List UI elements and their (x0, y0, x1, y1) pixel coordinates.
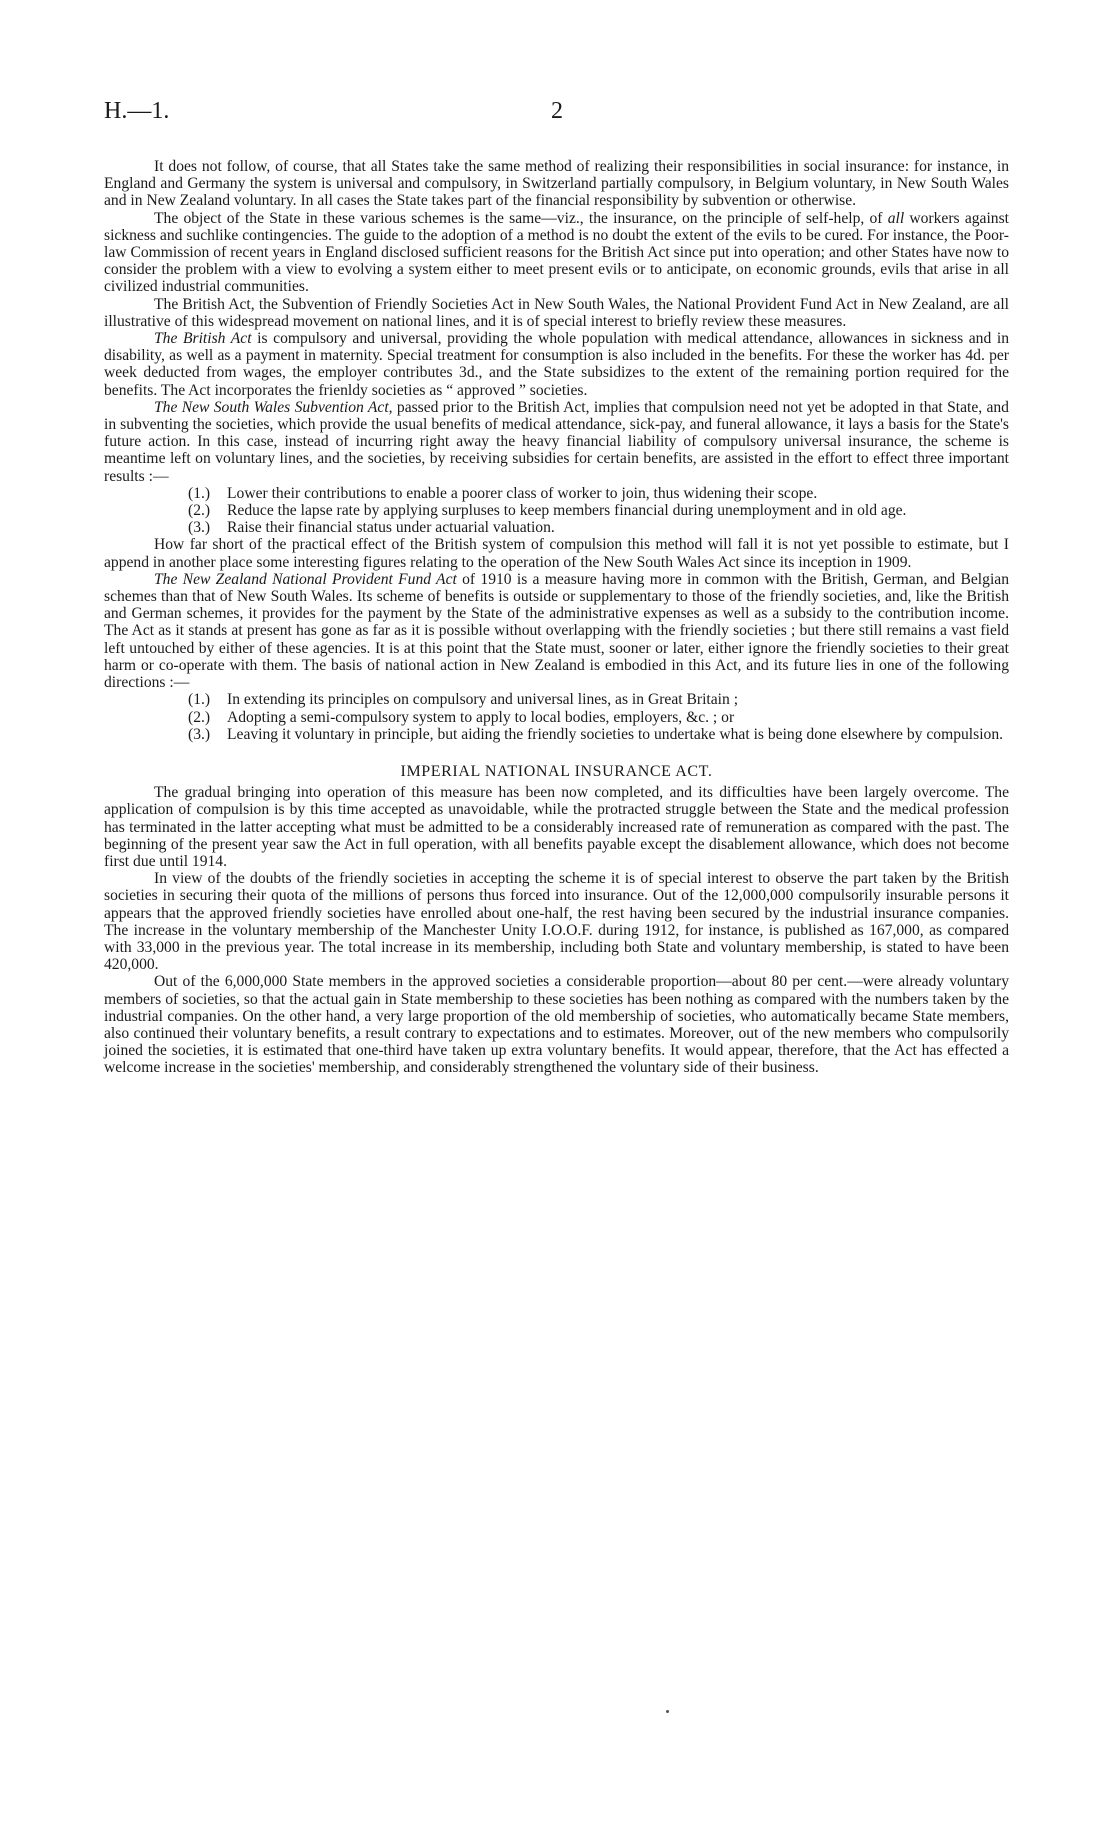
act-title-italic: The New South Wales Subvention Act, (154, 398, 393, 416)
list-text: Raise their financial status under actuarial valuation. (227, 519, 555, 537)
emphasis-text: all (887, 209, 905, 227)
paragraph (104, 399, 1009, 485)
paragraph: In view of the doubts of the friendly societies in accepting the scheme it is of special interest to observe the part taken by the British societies in securing their quota of the millions of persons thus forced into insurance. Out of the 12,000,000 compulsorily insurable persons it appears that the approved friendly societies have enrolled about one-half, the rest having been secured by the industrial insurance companies. The increase in the voluntary membership of the Manchester Unity I.O.O.F. during 1912, for instance, is published as 167,000, as compared with 33,000 in the previous year. The total increase in its membership, including both State and voluntary membership, is stated to have been 420,000. (104, 870, 1009, 974)
document-body (104, 158, 1009, 1077)
paragraph: How far short of the practical effect of the British system of compulsion this method will fall it is not yet possible to estimate, but I append in another place some interesting figures relating to the operation of the New South Wales Act since its inception in 1909. (104, 536, 1009, 571)
paragraph-text: of 1910 is a measure having more in common with the British, German, and Belgian schemes than that of New South Wales. Its scheme of benefits is outside or supplementary to those of the friendly societies, and, like the British and German schemes, it provides for the payment by the State of the administrative expenses as well as a subsidy to the contribution income. The Act as it stands at present has gone as far as it is possible without overlapping with the friendly societies ; but there still remains a vast field left untouched by either of these agencies. It is at this point that the State must, sooner or later, either ignore the friendly societies to their great harm or co-operate with them. The basis of national action in New Zealand is embodied in this Act, and its future lies in one of the following directions :— (104, 570, 1009, 692)
paragraph: The British Act, the Subvention of Friendly Societies Act in New South Wales, the National Provident Fund Act in New Zealand, are all illustrative of this widespread movement on national lines, and it is of special interest to briefly review these measures. (104, 295, 1009, 330)
section-heading: IMPERIAL NATIONAL INSURANCE ACT. (400, 762, 713, 780)
act-title-italic: The British Act (154, 330, 252, 348)
paragraph-text: The object of the State in these various schemes is the same—viz., the insurance, on the principle of self-help, of (154, 209, 888, 227)
paragraph-text: passed prior to the British Act, implies that compulsion need not yet be adopted in that State, and in subventing the societies, which provide the usual benefits of medical attendance, sick-pay, and funeral allowance, it lays a basis for the State's future action. In this case, instead of incurring right away the heavy financial liability of compulsory universal insurance, the scheme is meantime left on voluntary lines, and the societies, by receiving subsidies for certain benefits, are assisted in the effort to effect three important results :— (104, 398, 1009, 485)
document-reference: H.—1. (104, 98, 170, 124)
list-text: Leaving it voluntary in principle, but aiding the friendly societies to undertake what is being done elsewhere by compulsion. (227, 725, 1004, 743)
list-item (188, 485, 1009, 502)
list-text: Adopting a semi-compulsory system to apply to local bodies, employers, &c. ; or (227, 708, 735, 726)
page-header (104, 98, 1004, 128)
paragraph (104, 571, 1009, 691)
page-number: 2 (551, 98, 563, 124)
act-title-italic: The New Zealand National Provident Fund Act (154, 570, 457, 588)
list-item (188, 726, 1009, 743)
list-text: Reduce the lapse rate by applying surpluses to keep members financial during unemployment and in old age. (227, 502, 907, 520)
numbered-list (104, 485, 1009, 537)
list-number: (2.) (188, 502, 211, 520)
paragraph (104, 210, 1009, 296)
paragraph: The gradual bringing into operation of this measure has been now completed, and its difficulties have been largely overcome. The application of compulsion is by this time accepted as unavoidable, while the protracted struggle between the State and the medical profession has terminated in the latter accepting what must be admitted to be a considerably increased rate of remuneration as compared with the past. The beginning of the present year saw the Act in full operation, with all benefits payable except the disablement allowance, which does not become first due until 1914. (104, 784, 1009, 870)
paragraph (104, 330, 1009, 399)
list-item (188, 691, 1009, 708)
list-number: (2.) (188, 708, 211, 726)
paragraph-text: workers against sickness and suchlike contingencies. The guide to the adoption of a method is no doubt the extent of the evils to be cured. For instance, the Poor-law Commission of recent years in England disclosed sufficient reasons for the British Act since put into operation; and other States have now to consider the problem with a view to evolving a system either to meet present evils or to anticipate, on economic grounds, evils that arise in all civilized industrial communities. (104, 209, 1009, 296)
list-text: Lower their contributions to enable a poorer class of worker to join, thus widening their scope. (227, 484, 818, 502)
list-number: (3.) (188, 519, 211, 537)
list-item (188, 519, 1009, 536)
list-number: (1.) (188, 484, 211, 502)
paragraph-text: is compulsory and universal, providing the whole population with medical attendance, allowances in sickness and in disability, as well as a payment in maternity. Special treatment for consumption is also included in the benefits. For these the worker has 4d. per week deducted from wages, the employer contributes 3d., and the State subsidizes to the extent of the remaining portion required for the benefits. The Act incorporates the frienldy societies as “ approved ” societies. (104, 330, 1009, 399)
list-item (188, 502, 1009, 519)
print-speck (666, 1710, 669, 1713)
paragraph: Out of the 6,000,000 State members in the approved societies a considerable proportion—about 80 per cent.—were already voluntary members of societies, so that the actual gain in State membership to these societies has been nothing as compared with the numbers taken by the industrial companies. On the other hand, a very large proportion of the old membership of societies, who automatically became State members, also continued their voluntary benefits, a result contrary to expectations and to estimates. Moreover, out of the new members who compulsorily joined the societies, it is estimated that one-third have taken up extra voluntary benefits. It would appear, therefore, that the Act has effected a welcome increase in the societies' membership, and considerably strengthened the voluntary side of their business. (104, 973, 1009, 1077)
paragraph: It does not follow, of course, that all States take the same method of realizing their responsibilities in social insurance: for instance, in England and Germany the system is universal and compulsory, in Switzerland partially compulsory, in Belgium voluntary, in New South Wales and in New Zealand voluntary. In all cases the State takes part of the financial responsibility by subvention or otherwise. (104, 158, 1009, 210)
numbered-list (104, 691, 1009, 743)
list-number: (3.) (188, 725, 211, 743)
list-text: In extending its principles on compulsory and universal lines, as in Great Britain ; (227, 691, 739, 709)
list-number: (1.) (188, 691, 211, 709)
list-item (188, 709, 1009, 726)
